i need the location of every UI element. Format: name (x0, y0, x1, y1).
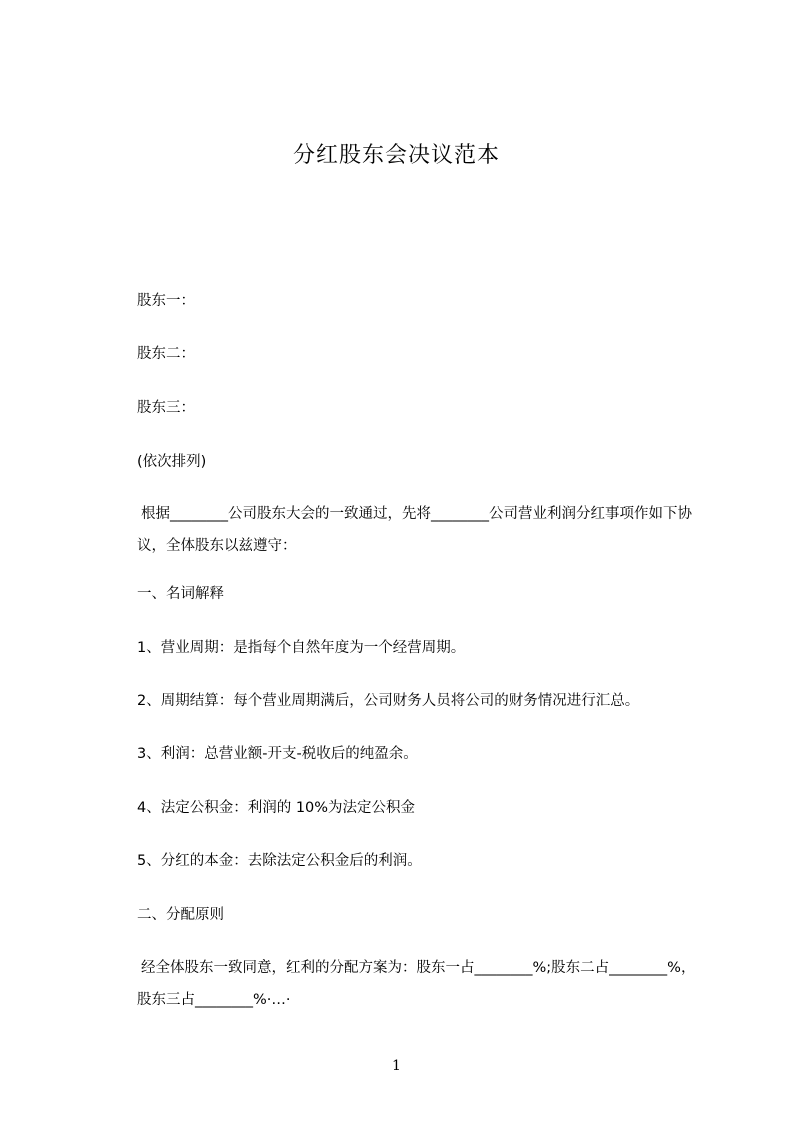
distribution-paragraph (137, 952, 707, 1016)
intro-text: 根据________公司股东大会的一致通过，先将________公司营业利润分红事项作如下协议，全体股东以兹遵守： (137, 506, 692, 554)
shareholder-3-line: 股东三： (137, 400, 195, 416)
document-title: 分红股东会决议范本 (292, 143, 500, 168)
definition-4: 4、法定公积金：利润的 10%为法定公积金 (137, 800, 416, 816)
definition-1: 1、营业周期：是指每个自然年度为一个经营周期。 (137, 640, 466, 656)
definition-2: 2、周期结算：每个营业周期满后，公司财务人员将公司的财务情况进行汇总。 (137, 693, 640, 709)
intro-paragraph (137, 498, 707, 562)
shareholder-1-line: 股东一： (137, 293, 195, 309)
definition-3: 3、利润：总营业额-开支-税收后的纯盈余。 (137, 746, 418, 762)
definition-5: 5、分红的本金：去除法定公积金后的利润。 (137, 853, 422, 869)
page-number: 1 (392, 1058, 401, 1074)
order-note: (依次排列) (137, 454, 207, 470)
section-2-heading: 二、分配原则 (137, 907, 224, 923)
shareholder-2-line: 股东二： (137, 346, 195, 362)
distribution-text: 经全体股东一致同意，红利的分配方案为：股东一占________%;股东二占________%，股东三占________%·…· (137, 960, 696, 1008)
section-1-heading: 一、名词解释 (137, 586, 224, 602)
